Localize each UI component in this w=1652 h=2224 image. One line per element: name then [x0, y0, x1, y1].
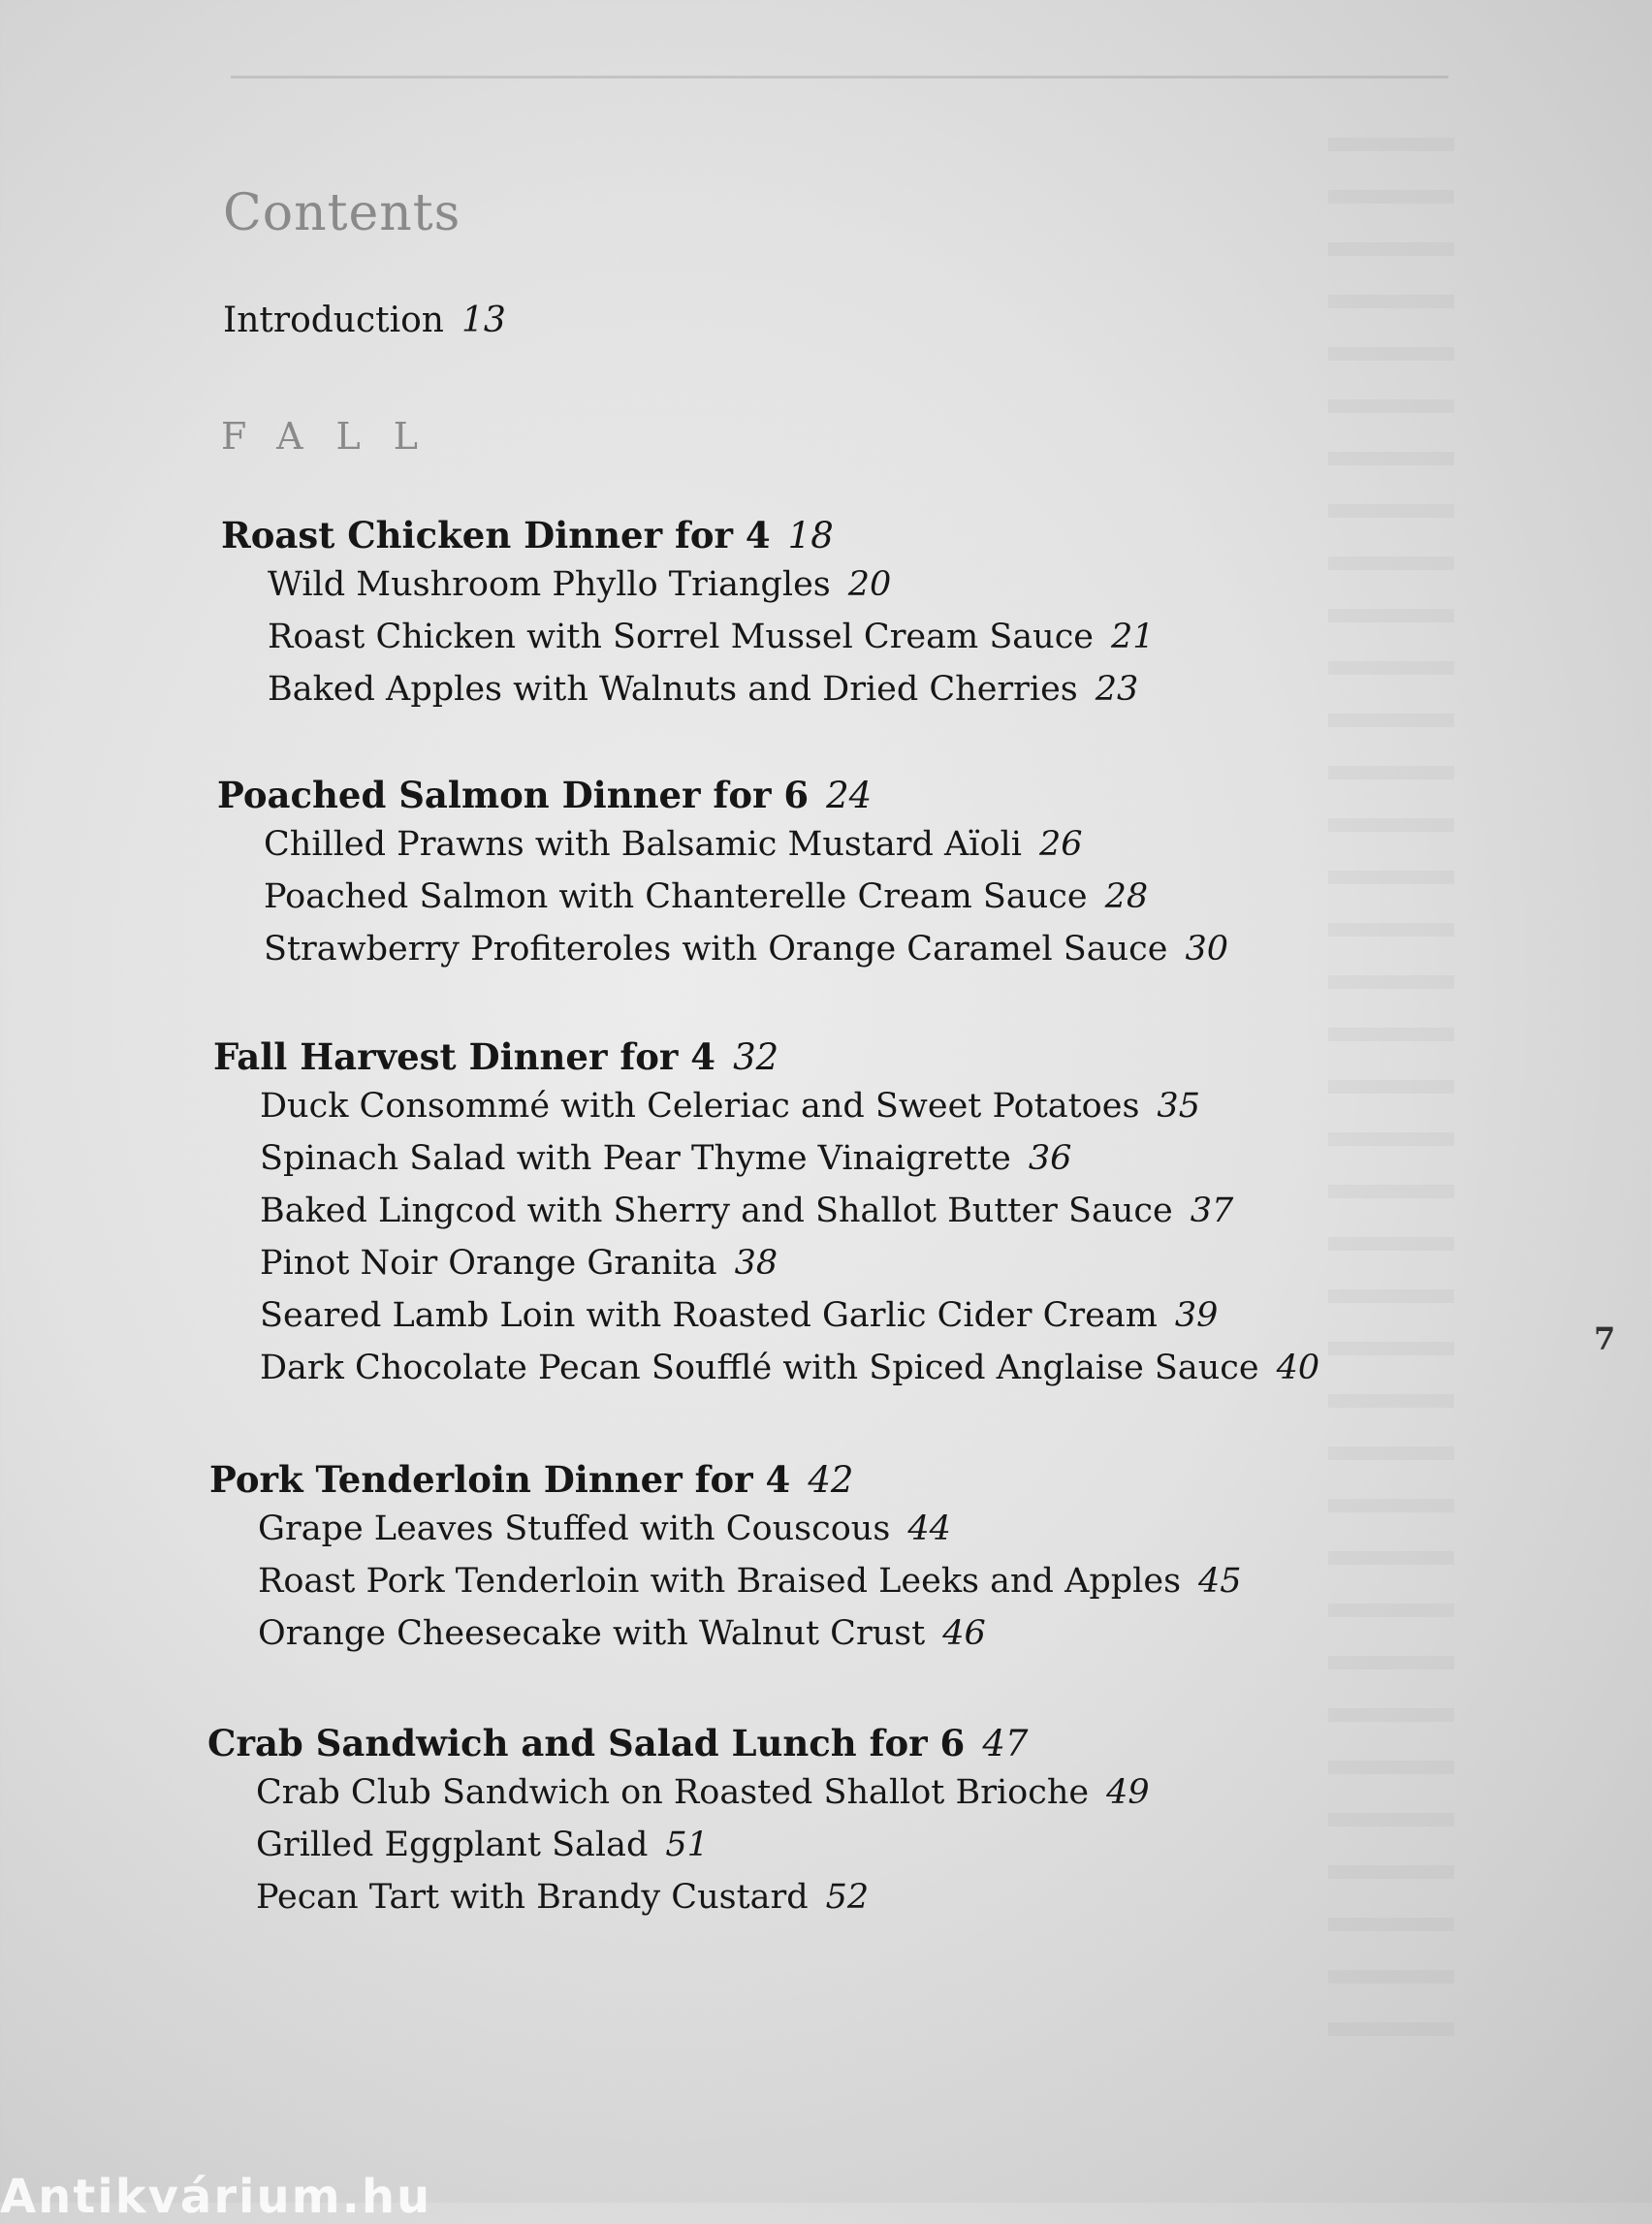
recipe-entry: [256, 1766, 1652, 1819]
recipe-title: Pecan Tart with Brandy Custard: [256, 1878, 809, 1917]
dinner-heading: [213, 1035, 1652, 1078]
folio-page-number: 7: [1594, 1320, 1616, 1357]
toc-section: [0, 774, 1652, 975]
recipe-title: Orange Cheesecake with Walnut Crust: [258, 1614, 926, 1653]
dinner-heading: [221, 514, 1652, 556]
header-rule: [231, 76, 1448, 79]
dinner-title: Crab Sandwich and Salad Lunch for 6: [207, 1722, 966, 1764]
recipe-entry: [258, 1607, 1652, 1660]
recipe-title: Duck Consommé with Celeriac and Sweet Potatoes: [260, 1087, 1140, 1126]
recipe-entry: [256, 1871, 1652, 1923]
dinner-page: 32: [733, 1036, 779, 1078]
recipe-entry: [268, 663, 1652, 715]
recipe-title: Grape Leaves Stuffed with Couscous: [258, 1509, 891, 1548]
recipe-page: 51: [665, 1826, 709, 1864]
recipe-page: 20: [847, 565, 892, 604]
recipe-title: Grilled Eggplant Salad: [256, 1826, 649, 1864]
dinner-heading: [207, 1722, 1652, 1764]
recipe-page: 39: [1174, 1296, 1219, 1335]
recipe-title: Dark Chocolate Pecan Soufflé with Spiced Anglaise Sauce: [260, 1349, 1259, 1387]
recipe-title: Seared Lamb Loin with Roasted Garlic Cider Cream: [260, 1296, 1158, 1335]
dinner-title: Fall Harvest Dinner for 4: [213, 1035, 716, 1078]
dinner-page: 24: [826, 775, 873, 816]
recipe-title: Baked Apples with Walnuts and Dried Cherries: [268, 670, 1078, 709]
season-heading: FALL: [221, 415, 451, 458]
watermark: Antikvárium.hu: [0, 2170, 432, 2224]
recipe-page: 36: [1028, 1139, 1072, 1178]
recipe-entry: [268, 558, 1652, 611]
recipe-page: 49: [1106, 1773, 1150, 1812]
recipe-entry: [260, 1237, 1652, 1289]
dinner-page: 42: [808, 1459, 854, 1501]
recipe-page: 23: [1095, 670, 1139, 709]
dinner-page: 18: [787, 515, 834, 556]
recipe-title: Crab Club Sandwich on Roasted Shallot Brioche: [256, 1773, 1090, 1812]
recipe-title: Wild Mushroom Phyllo Triangles: [268, 565, 831, 604]
recipe-entry: [258, 1503, 1652, 1555]
recipe-page: 30: [1185, 930, 1229, 969]
recipe-entry: [260, 1342, 1652, 1394]
recipe-entry: [264, 923, 1652, 975]
recipe-page: 35: [1157, 1087, 1200, 1126]
recipe-entry: [256, 1819, 1652, 1871]
toc-section: [0, 514, 1652, 715]
recipe-entry: [264, 818, 1652, 871]
introduction-page: 13: [461, 301, 506, 340]
recipe-title: Roast Pork Tenderloin with Braised Leeks and Apples: [258, 1562, 1182, 1601]
dinner-title: Roast Chicken Dinner for 4: [221, 514, 771, 556]
recipe-entry: [260, 1132, 1652, 1185]
recipe-page: 21: [1111, 618, 1155, 656]
recipe-entry: [258, 1555, 1652, 1607]
recipe-title: Chilled Prawns with Balsamic Mustard Aïoli: [264, 825, 1022, 864]
recipe-entry: [260, 1289, 1652, 1342]
recipe-page: 45: [1198, 1562, 1242, 1601]
recipe-title: Baked Lingcod with Sherry and Shallot Butter Sauce: [260, 1191, 1173, 1230]
recipe-title: Poached Salmon with Chanterelle Cream Sauce: [264, 877, 1088, 916]
toc-introduction: [223, 301, 506, 340]
recipe-page: 46: [942, 1614, 986, 1653]
recipe-title: Pinot Noir Orange Granita: [260, 1244, 717, 1283]
recipe-page: 44: [907, 1509, 951, 1548]
dinner-title: Pork Tenderloin Dinner for 4: [209, 1458, 791, 1501]
recipe-title: Strawberry Profiteroles with Orange Caramel Sauce: [264, 930, 1168, 969]
recipe-title: Roast Chicken with Sorrel Mussel Cream Sauce: [268, 618, 1095, 656]
recipe-page: 28: [1104, 877, 1149, 916]
recipe-entry: [260, 1080, 1652, 1132]
introduction-label: Introduction: [223, 301, 444, 340]
toc-section: [0, 1035, 1652, 1394]
recipe-page: 26: [1038, 825, 1083, 864]
dinner-heading: [209, 1458, 1652, 1501]
recipe-entry: [260, 1185, 1652, 1237]
recipe-page: 38: [734, 1244, 778, 1283]
recipe-entry: [264, 871, 1652, 923]
recipe-title: Spinach Salad with Pear Thyme Vinaigrette: [260, 1139, 1011, 1178]
recipe-page: 40: [1276, 1349, 1320, 1387]
recipe-page: 37: [1190, 1191, 1234, 1230]
toc-section: [0, 1722, 1652, 1923]
recipe-page: 52: [825, 1878, 870, 1917]
dinner-title: Poached Salmon Dinner for 6: [217, 774, 810, 816]
dinner-page: 47: [982, 1723, 1029, 1764]
dinner-heading: [217, 774, 1652, 816]
recipe-entry: [268, 611, 1652, 663]
toc-section: [0, 1458, 1652, 1660]
page-title: Contents: [223, 184, 461, 242]
